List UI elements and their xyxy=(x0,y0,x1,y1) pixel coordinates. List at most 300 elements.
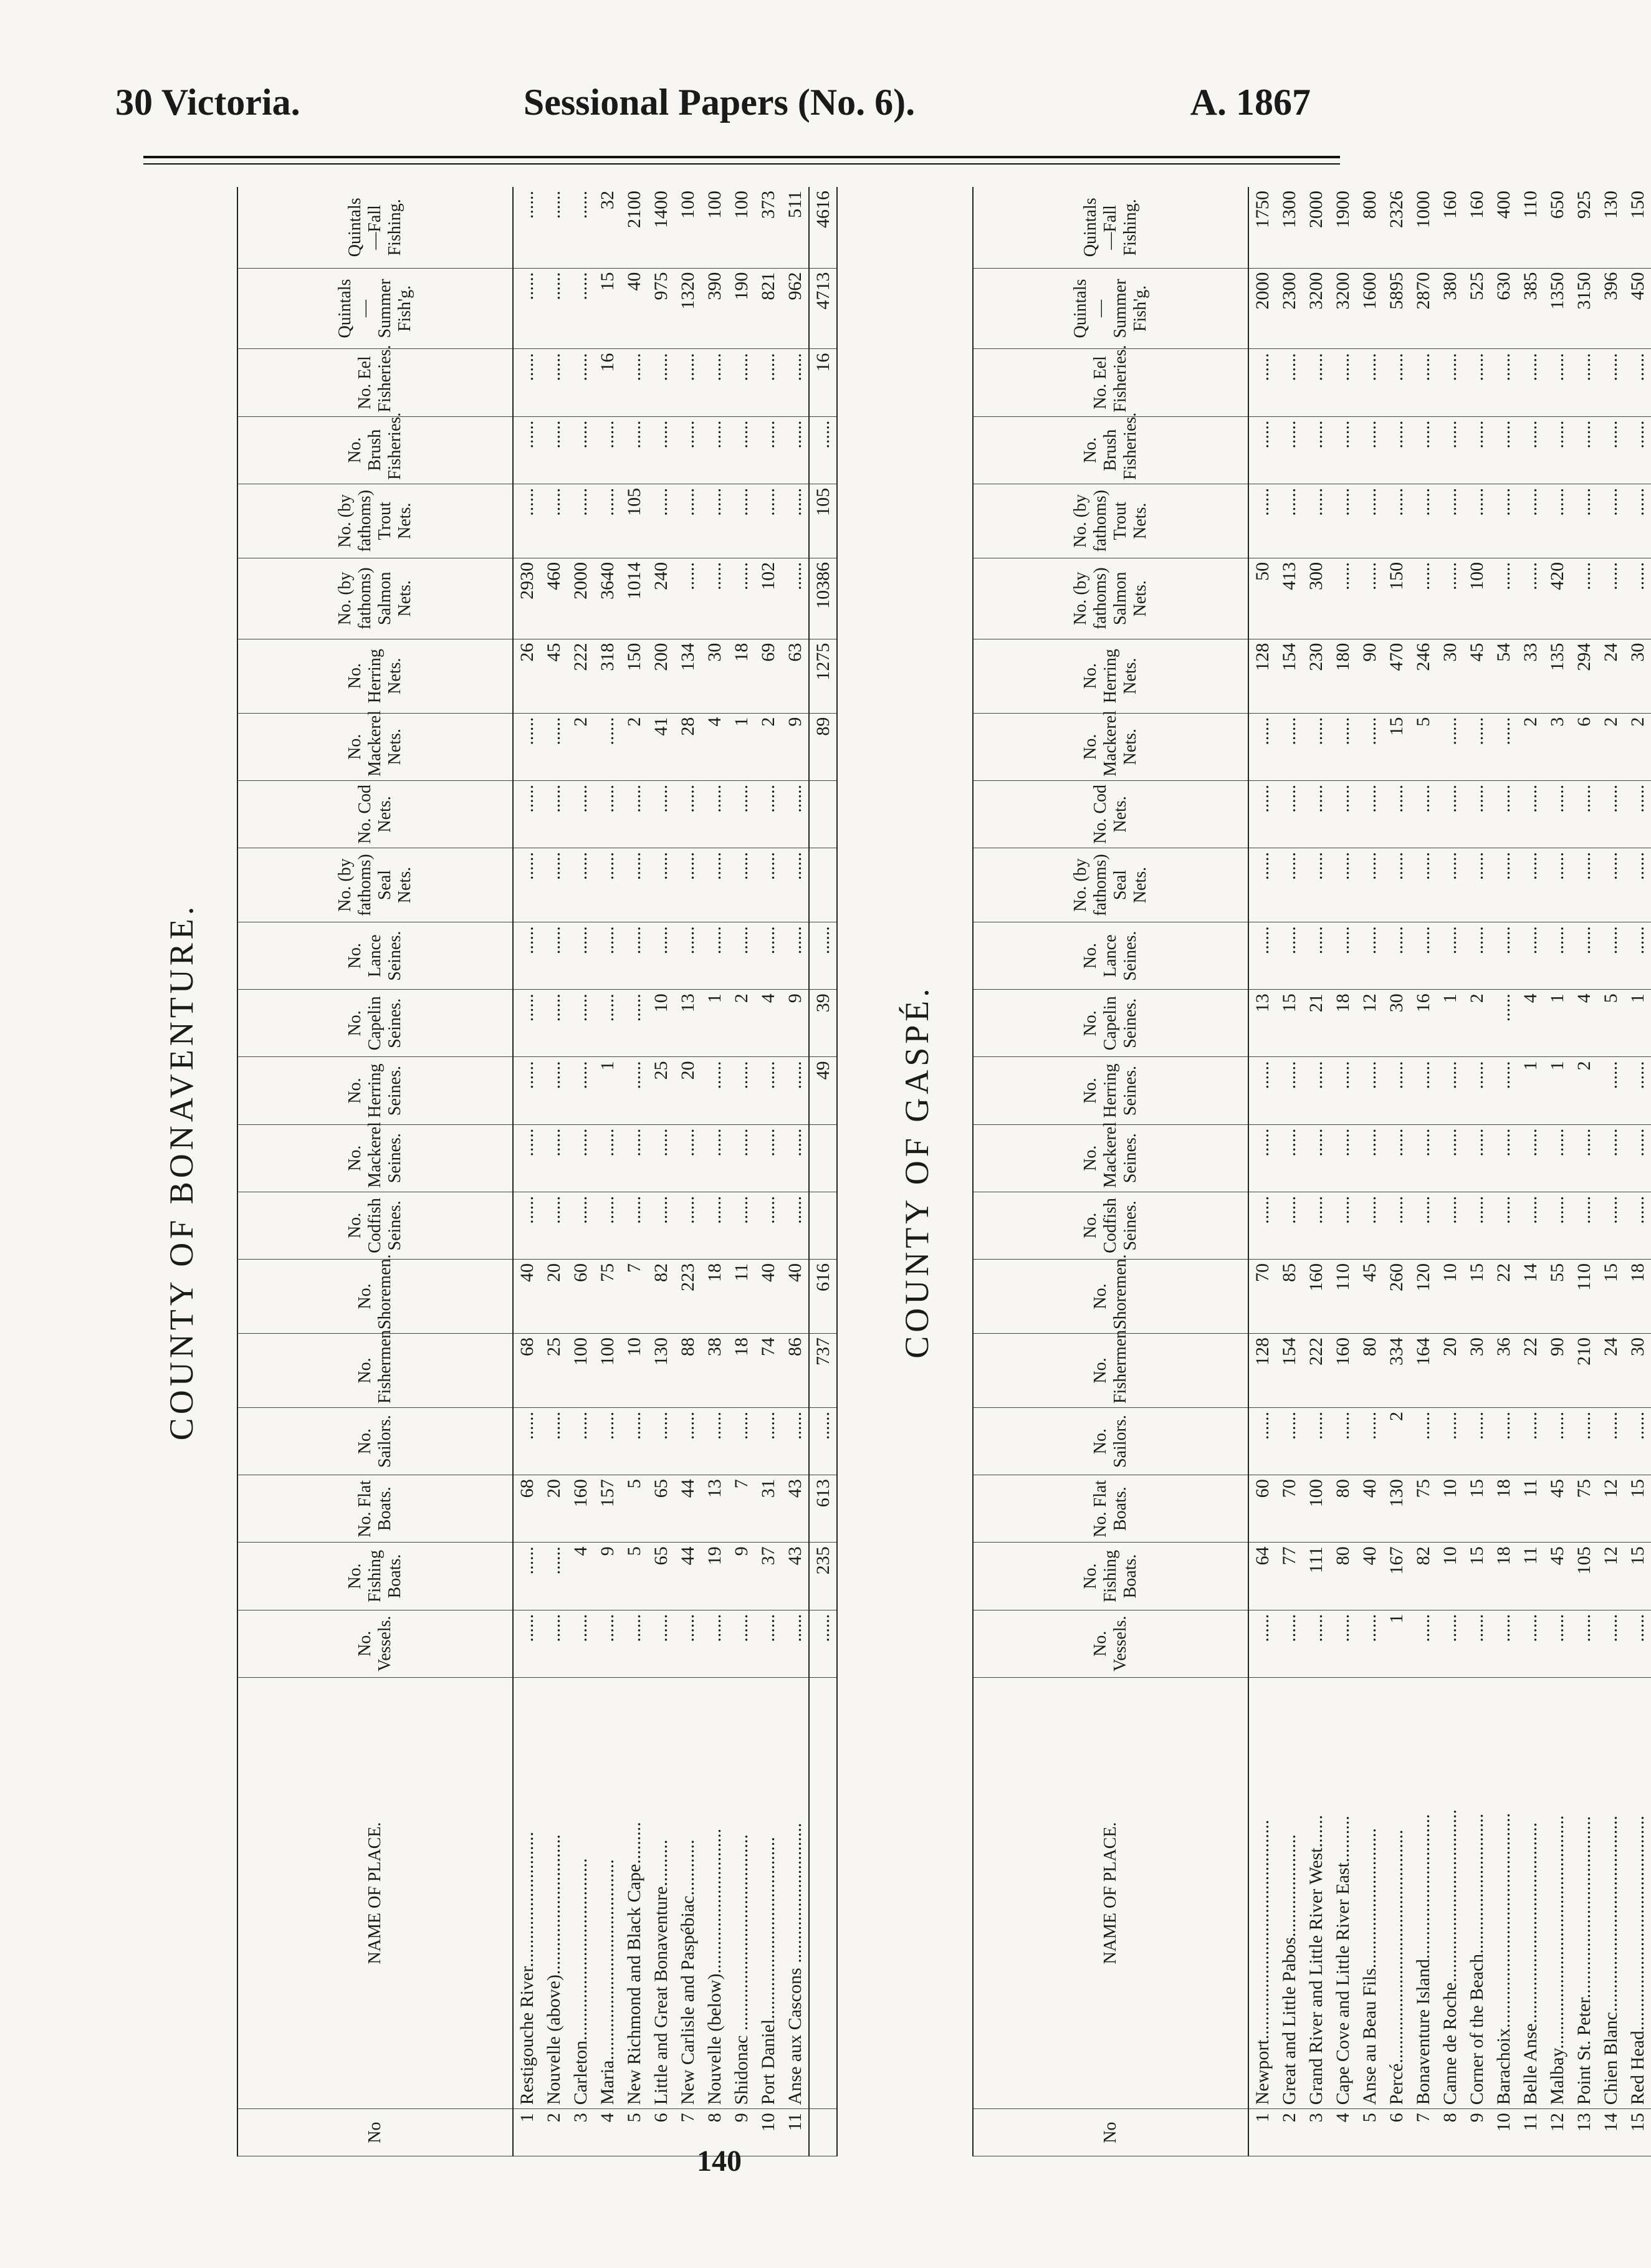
cell-brush_fisheries: ...... xyxy=(648,416,674,484)
cell-trout_nets: ...... xyxy=(567,484,594,558)
cell-fall: 2326 xyxy=(1383,187,1410,268)
cell-sailors: ...... xyxy=(755,1408,782,1475)
cell-eel_fisheries: ...... xyxy=(567,349,594,416)
table-row xyxy=(1571,187,1597,2156)
total-capelin_seines: 39 xyxy=(809,990,837,1057)
cell-mackerel_seines: ...... xyxy=(1410,1124,1437,1192)
cell-no: 9 xyxy=(1463,2109,1490,2156)
cell-cod_nets: ...... xyxy=(1248,780,1276,848)
table-row xyxy=(594,187,621,2156)
cell-mackerel_seines: ...... xyxy=(1517,1124,1544,1192)
cell-codfish_seines: ...... xyxy=(1463,1192,1490,1259)
cell-lance_seines: ...... xyxy=(1490,922,1517,990)
cell-shoremen: 60 xyxy=(567,1260,594,1334)
col-header-eel_fisheries: No. Eel Fisheries. xyxy=(973,349,1248,416)
cell-summer: 390 xyxy=(701,268,728,349)
cell-salmon_nets: 102 xyxy=(755,558,782,639)
cell-herring_nets: 294 xyxy=(1571,639,1597,713)
cell-place: Cape Cove and Little River East.......... xyxy=(1329,1677,1356,2108)
cell-herring_seines: ...... xyxy=(621,1057,648,1124)
cell-codfish_seines: ...... xyxy=(513,1192,540,1259)
cell-vessels: ...... xyxy=(1463,1610,1490,1677)
col-header-flat_boats: No. Flat Boats. xyxy=(973,1475,1248,1543)
cell-trout_nets: ...... xyxy=(648,484,674,558)
cell-brush_fisheries: ...... xyxy=(728,416,755,484)
cell-fishing_boats: 64 xyxy=(1248,1543,1276,1610)
cell-fishing_boats: 77 xyxy=(1276,1543,1303,1610)
cell-shoremen: 22 xyxy=(1490,1260,1517,1334)
cell-sailors: ...... xyxy=(1410,1408,1437,1475)
cell-shoremen: 10 xyxy=(1437,1260,1463,1334)
cell-shoremen: 40 xyxy=(755,1260,782,1334)
cell-sailors: ...... xyxy=(1490,1408,1517,1475)
cell-place: Corner of the Beach.............................. xyxy=(1463,1677,1490,2108)
cell-fishing_boats: 45 xyxy=(1544,1543,1571,1610)
cell-lance_seines: ...... xyxy=(1544,922,1571,990)
cell-herring_nets: 45 xyxy=(1463,639,1490,713)
cell-mackerel_nets: ...... xyxy=(1490,713,1517,780)
cell-place: Great and Little Pabos...................... xyxy=(1276,1677,1303,2108)
cell-capelin_seines: 15 xyxy=(1276,990,1303,1057)
cell-place: Nouvelle (above).............................. xyxy=(540,1677,567,2108)
cell-fishing_boats: 18 xyxy=(1490,1543,1517,1610)
cell-trout_nets: ...... xyxy=(782,484,809,558)
cell-codfish_seines: ...... xyxy=(1624,1192,1651,1259)
cell-capelin_seines: 1 xyxy=(1624,990,1651,1057)
total-fishermen: 737 xyxy=(809,1334,837,1408)
cell-herring_nets: 69 xyxy=(755,639,782,713)
cell-flat_boats: 160 xyxy=(567,1475,594,1543)
cell-herring_nets: 150 xyxy=(621,639,648,713)
cell-vessels: ...... xyxy=(1437,1610,1463,1677)
cell-cod_nets: ...... xyxy=(1276,780,1303,848)
cell-capelin_seines: 30 xyxy=(1383,990,1410,1057)
table-row xyxy=(1276,187,1303,2156)
cell-capelin_seines: 4 xyxy=(1517,990,1544,1057)
cell-fishing_boats: 10 xyxy=(1437,1543,1463,1610)
cell-brush_fisheries: ...... xyxy=(1356,416,1383,484)
total-lance_seines: ...... xyxy=(809,922,837,990)
cell-lance_seines: ...... xyxy=(1517,922,1544,990)
cell-mackerel_nets: ...... xyxy=(1248,713,1276,780)
col-header-lance_seines: No. Lance Seines. xyxy=(973,922,1248,990)
cell-seal_nets: ...... xyxy=(1303,848,1329,922)
cell-eel_fisheries: ...... xyxy=(1248,349,1276,416)
cell-lance_seines: ...... xyxy=(701,922,728,990)
cell-fall: 32 xyxy=(594,187,621,268)
cell-mackerel_nets: ...... xyxy=(540,713,567,780)
cell-codfish_seines: ...... xyxy=(728,1192,755,1259)
cell-seal_nets: ...... xyxy=(1276,848,1303,922)
cell-mackerel_seines: ...... xyxy=(1383,1124,1410,1192)
cell-seal_nets: ...... xyxy=(1517,848,1544,922)
cell-mackerel_seines: ...... xyxy=(782,1124,809,1192)
cell-trout_nets: 105 xyxy=(621,484,648,558)
cell-fishermen: 30 xyxy=(1463,1334,1490,1408)
cell-fishermen: 130 xyxy=(648,1334,674,1408)
cell-lance_seines: ...... xyxy=(1356,922,1383,990)
cell-shoremen: 260 xyxy=(1383,1260,1410,1334)
cell-herring_nets: 54 xyxy=(1490,639,1517,713)
cell-summer: 3200 xyxy=(1329,268,1356,349)
cell-lance_seines: ...... xyxy=(674,922,701,990)
cell-flat_boats: 15 xyxy=(1463,1475,1490,1543)
total-blank-place xyxy=(809,1677,837,2108)
cell-fishing_boats: 15 xyxy=(1463,1543,1490,1610)
col-header-seal_nets: No. (by fathoms) Seal Nets. xyxy=(237,848,513,922)
header-rule-thin xyxy=(143,163,1340,165)
col-header-brush_fisheries: No. Brush Fisheries. xyxy=(973,416,1248,484)
cell-fishermen: 100 xyxy=(567,1334,594,1408)
cell-no: 6 xyxy=(648,2109,674,2156)
cell-lance_seines: ...... xyxy=(1329,922,1356,990)
cell-herring_seines: ...... xyxy=(513,1057,540,1124)
cell-sailors: 2 xyxy=(1383,1408,1410,1475)
cell-seal_nets: ...... xyxy=(782,848,809,922)
cell-fishing_boats: ...... xyxy=(513,1543,540,1610)
cell-fishermen: 30 xyxy=(1624,1334,1651,1408)
cell-codfish_seines: ...... xyxy=(1276,1192,1303,1259)
col-header-vessels: No. Vessels. xyxy=(237,1610,513,1677)
header-right: A. 1867 xyxy=(1190,82,1311,123)
cell-brush_fisheries: ...... xyxy=(1463,416,1490,484)
table-row xyxy=(1624,187,1651,2156)
cell-fall: 100 xyxy=(674,187,701,268)
cell-eel_fisheries: ...... xyxy=(648,349,674,416)
cell-fall: 2000 xyxy=(1303,187,1329,268)
cell-codfish_seines: ...... xyxy=(1517,1192,1544,1259)
cell-flat_boats: 7 xyxy=(728,1475,755,1543)
cell-fall: 1750 xyxy=(1248,187,1276,268)
col-header-fishermen: No. Fishermen. xyxy=(237,1334,513,1408)
cell-mackerel_nets: 4 xyxy=(701,713,728,780)
cell-cod_nets: ...... xyxy=(621,780,648,848)
cell-lance_seines: ...... xyxy=(1463,922,1490,990)
cell-salmon_nets: ...... xyxy=(1517,558,1544,639)
cell-place: Point St. Peter....................................... xyxy=(1571,1677,1597,2108)
cell-herring_seines: ...... xyxy=(1329,1057,1356,1124)
cell-sailors: ...... xyxy=(594,1408,621,1475)
cell-herring_nets: 45 xyxy=(540,639,567,713)
col-header-cod_nets: No. Cod Nets. xyxy=(237,780,513,848)
header-left: 30 Victoria. xyxy=(115,82,300,123)
cell-fishing_boats: 12 xyxy=(1597,1543,1624,1610)
cell-flat_boats: 100 xyxy=(1303,1475,1329,1543)
col-header-herring_seines: No. Herring Seines. xyxy=(237,1057,513,1124)
cell-summer: 1600 xyxy=(1356,268,1383,349)
total-herring_nets: 1275 xyxy=(809,639,837,713)
cell-sailors: ...... xyxy=(701,1408,728,1475)
cell-cod_nets: ...... xyxy=(1303,780,1329,848)
table-row xyxy=(1383,187,1410,2156)
cell-flat_boats: 11 xyxy=(1517,1475,1544,1543)
cell-place: Nouvelle (below)............................... xyxy=(701,1677,728,2108)
cell-herring_seines: ...... xyxy=(1303,1057,1329,1124)
total-herring_seines: 49 xyxy=(809,1057,837,1124)
table-row xyxy=(1463,187,1490,2156)
cell-lance_seines: ...... xyxy=(1597,922,1624,990)
cell-brush_fisheries: ...... xyxy=(1490,416,1517,484)
cell-vessels: 1 xyxy=(1383,1610,1410,1677)
cell-vessels: ...... xyxy=(621,1610,648,1677)
total-mackerel_seines xyxy=(809,1124,837,1192)
cell-brush_fisheries: ...... xyxy=(782,416,809,484)
cell-sailors: ...... xyxy=(1517,1408,1544,1475)
cell-flat_boats: 40 xyxy=(1356,1475,1383,1543)
cell-cod_nets: ...... xyxy=(1490,780,1517,848)
cell-trout_nets: ...... xyxy=(1624,484,1651,558)
cell-summer: 380 xyxy=(1437,268,1463,349)
cell-fishermen: 38 xyxy=(701,1334,728,1408)
cell-flat_boats: 157 xyxy=(594,1475,621,1543)
table-row xyxy=(540,187,567,2156)
cell-seal_nets: ...... xyxy=(1544,848,1571,922)
cell-summer: 821 xyxy=(755,268,782,349)
cell-fishing_boats: 105 xyxy=(1571,1543,1597,1610)
cell-herring_nets: 246 xyxy=(1410,639,1437,713)
cell-salmon_nets: ...... xyxy=(1356,558,1383,639)
cell-salmon_nets: ...... xyxy=(1437,558,1463,639)
cell-cod_nets: ...... xyxy=(1517,780,1544,848)
cell-mackerel_seines: ...... xyxy=(1303,1124,1329,1192)
cell-salmon_nets: 100 xyxy=(1463,558,1490,639)
cell-seal_nets: ...... xyxy=(1383,848,1410,922)
cell-brush_fisheries: ...... xyxy=(594,416,621,484)
cell-flat_boats: 15 xyxy=(1624,1475,1651,1543)
header-center: Sessional Papers (No. 6). xyxy=(523,82,916,123)
cell-capelin_seines: 1 xyxy=(701,990,728,1057)
cell-seal_nets: ...... xyxy=(701,848,728,922)
cell-lance_seines: ...... xyxy=(1383,922,1410,990)
cell-brush_fisheries: ...... xyxy=(513,416,540,484)
cell-salmon_nets: 3640 xyxy=(594,558,621,639)
cell-vessels: ...... xyxy=(540,1610,567,1677)
cell-seal_nets: ...... xyxy=(540,848,567,922)
cell-mackerel_nets: ...... xyxy=(1356,713,1383,780)
cell-trout_nets: ...... xyxy=(1544,484,1571,558)
total-trout_nets: 105 xyxy=(809,484,837,558)
cell-fishermen: 128 xyxy=(1248,1334,1276,1408)
cell-herring_nets: 33 xyxy=(1517,639,1544,713)
cell-fishing_boats: 167 xyxy=(1383,1543,1410,1610)
cell-sailors: ...... xyxy=(513,1408,540,1475)
cell-no: 5 xyxy=(621,2109,648,2156)
cell-sailors: ...... xyxy=(1437,1408,1463,1475)
cell-herring_seines: ...... xyxy=(728,1057,755,1124)
cell-fishing_boats: 37 xyxy=(755,1543,782,1610)
cell-fall: ...... xyxy=(540,187,567,268)
cell-seal_nets: ...... xyxy=(1356,848,1383,922)
cell-mackerel_nets: ...... xyxy=(1329,713,1356,780)
cell-brush_fisheries: ...... xyxy=(540,416,567,484)
cell-sailors: ...... xyxy=(621,1408,648,1475)
cell-herring_nets: 90 xyxy=(1356,639,1383,713)
cell-vessels: ...... xyxy=(782,1610,809,1677)
cell-capelin_seines: ...... xyxy=(621,990,648,1057)
cell-seal_nets: ...... xyxy=(1437,848,1463,922)
cell-summer: 450 xyxy=(1624,268,1651,349)
cell-place: Percé.................................................. xyxy=(1383,1677,1410,2108)
cell-fall: 511 xyxy=(782,187,809,268)
cell-eel_fisheries: ...... xyxy=(728,349,755,416)
cell-trout_nets: ...... xyxy=(1437,484,1463,558)
cell-flat_boats: 68 xyxy=(513,1475,540,1543)
cell-cod_nets: ...... xyxy=(1624,780,1651,848)
table-row xyxy=(674,187,701,2156)
cell-lance_seines: ...... xyxy=(594,922,621,990)
col-header-capelin_seines: No. Capelin Seines. xyxy=(237,990,513,1057)
col-header-summer: Quintals—Summer Fish'g. xyxy=(973,268,1248,349)
cell-codfish_seines: ...... xyxy=(674,1192,701,1259)
cell-no: 15 xyxy=(1624,2109,1651,2156)
cell-salmon_nets: ...... xyxy=(1410,558,1437,639)
cell-fishing_boats: 9 xyxy=(594,1543,621,1610)
cell-summer: 40 xyxy=(621,268,648,349)
cell-shoremen: 11 xyxy=(728,1260,755,1334)
cell-trout_nets: ...... xyxy=(1571,484,1597,558)
cell-fishermen: 74 xyxy=(755,1334,782,1408)
cell-lance_seines: ...... xyxy=(1624,922,1651,990)
cell-fall: 1400 xyxy=(648,187,674,268)
cell-herring_seines: ...... xyxy=(1624,1057,1651,1124)
table-row xyxy=(1410,187,1437,2156)
cell-lance_seines: ...... xyxy=(621,922,648,990)
cell-vessels: ...... xyxy=(1597,1610,1624,1677)
cell-summer: 525 xyxy=(1463,268,1490,349)
cell-seal_nets: ...... xyxy=(1597,848,1624,922)
cell-herring_nets: 470 xyxy=(1383,639,1410,713)
cell-salmon_nets: ...... xyxy=(1571,558,1597,639)
cell-fishermen: 154 xyxy=(1276,1334,1303,1408)
table-row xyxy=(513,187,540,2156)
cell-herring_seines: 25 xyxy=(648,1057,674,1124)
cell-mackerel_nets: 5 xyxy=(1410,713,1437,780)
cell-mackerel_nets: 2 xyxy=(621,713,648,780)
cell-flat_boats: 18 xyxy=(1490,1475,1517,1543)
cell-sailors: ...... xyxy=(1463,1408,1490,1475)
cell-capelin_seines: ...... xyxy=(513,990,540,1057)
cell-fishermen: 100 xyxy=(594,1334,621,1408)
cell-herring_seines: ...... xyxy=(1463,1057,1490,1124)
cell-capelin_seines: 10 xyxy=(648,990,674,1057)
cell-codfish_seines: ...... xyxy=(1544,1192,1571,1259)
cell-lance_seines: ...... xyxy=(1571,922,1597,990)
cell-fishing_boats: 40 xyxy=(1356,1543,1383,1610)
cell-sailors: ...... xyxy=(1356,1408,1383,1475)
cell-vessels: ...... xyxy=(513,1610,540,1677)
cell-trout_nets: ...... xyxy=(540,484,567,558)
cell-cod_nets: ...... xyxy=(755,780,782,848)
table-row xyxy=(701,187,728,2156)
cell-seal_nets: ...... xyxy=(1248,848,1276,922)
cell-flat_boats: 10 xyxy=(1437,1475,1463,1543)
cell-place: Anse aux Cascons .............................. xyxy=(782,1677,809,2108)
cell-flat_boats: 75 xyxy=(1571,1475,1597,1543)
cell-mackerel_nets: 1 xyxy=(728,713,755,780)
cell-sailors: ...... xyxy=(567,1408,594,1475)
cell-herring_nets: 63 xyxy=(782,639,809,713)
cell-summer: 2000 xyxy=(1248,268,1276,349)
cell-sailors: ...... xyxy=(674,1408,701,1475)
cell-capelin_seines: 5 xyxy=(1597,990,1624,1057)
cell-fall: 160 xyxy=(1463,187,1490,268)
total-vessels: ...... xyxy=(809,1610,837,1677)
col-header-herring_seines: No. Herring Seines. xyxy=(973,1057,1248,1124)
cell-herring_seines: ...... xyxy=(1383,1057,1410,1124)
cell-codfish_seines: ...... xyxy=(540,1192,567,1259)
gaspe-table xyxy=(972,187,1651,2156)
cell-no: 3 xyxy=(1303,2109,1329,2156)
cell-shoremen: 85 xyxy=(1276,1260,1303,1334)
cell-herring_nets: 222 xyxy=(567,639,594,713)
cell-trout_nets: ...... xyxy=(1276,484,1303,558)
cell-shoremen: 15 xyxy=(1463,1260,1490,1334)
col-header-herring_nets: No. Herring Nets. xyxy=(237,639,513,713)
cell-brush_fisheries: ...... xyxy=(1276,416,1303,484)
cell-mackerel_nets: 3 xyxy=(1544,713,1571,780)
cell-mackerel_nets: ...... xyxy=(1463,713,1490,780)
cell-summer: 190 xyxy=(728,268,755,349)
cell-seal_nets: ...... xyxy=(594,848,621,922)
cell-summer: ...... xyxy=(540,268,567,349)
table-row xyxy=(1303,187,1329,2156)
cell-capelin_seines: 2 xyxy=(1463,990,1490,1057)
cell-capelin_seines: 4 xyxy=(1571,990,1597,1057)
cell-summer: 2300 xyxy=(1276,268,1303,349)
cell-herring_nets: 24 xyxy=(1597,639,1624,713)
cell-place: Port Daniel....................................... xyxy=(755,1677,782,2108)
cell-eel_fisheries: ...... xyxy=(621,349,648,416)
cell-no: 4 xyxy=(594,2109,621,2156)
cell-no: 7 xyxy=(1410,2109,1437,2156)
cell-salmon_nets: 240 xyxy=(648,558,674,639)
cell-codfish_seines: ...... xyxy=(1437,1192,1463,1259)
cell-lance_seines: ...... xyxy=(1303,922,1329,990)
cell-vessels: ...... xyxy=(648,1610,674,1677)
cell-mackerel_nets: 2 xyxy=(1597,713,1624,780)
cell-herring_nets: 200 xyxy=(648,639,674,713)
cell-shoremen: 15 xyxy=(1597,1260,1624,1334)
cell-salmon_nets: 413 xyxy=(1276,558,1303,639)
cell-fishermen: 20 xyxy=(1437,1334,1463,1408)
cell-brush_fisheries: ...... xyxy=(1571,416,1597,484)
cell-capelin_seines: 21 xyxy=(1303,990,1329,1057)
cell-mackerel_seines: ...... xyxy=(1544,1124,1571,1192)
cell-mackerel_seines: ...... xyxy=(674,1124,701,1192)
cell-brush_fisheries: ...... xyxy=(1303,416,1329,484)
cell-mackerel_nets: ...... xyxy=(1303,713,1329,780)
col-header-mackerel_seines: No. Mackerel Seines. xyxy=(237,1124,513,1192)
cell-mackerel_seines: ...... xyxy=(1490,1124,1517,1192)
cell-fall: 110 xyxy=(1517,187,1544,268)
cell-mackerel_nets: ...... xyxy=(513,713,540,780)
cell-seal_nets: ...... xyxy=(1490,848,1517,922)
cell-vessels: ...... xyxy=(1544,1610,1571,1677)
col-header-sailors: No. Sailors. xyxy=(237,1408,513,1475)
cell-lance_seines: ...... xyxy=(782,922,809,990)
cell-capelin_seines: 12 xyxy=(1356,990,1383,1057)
cell-fishermen: 18 xyxy=(728,1334,755,1408)
cell-shoremen: 110 xyxy=(1571,1260,1597,1334)
cell-fall: 150 xyxy=(1624,187,1651,268)
cell-herring_seines: ...... xyxy=(567,1057,594,1124)
cell-fishing_boats: 43 xyxy=(782,1543,809,1610)
cell-trout_nets: ...... xyxy=(1490,484,1517,558)
header-row xyxy=(973,187,1248,2156)
cell-summer: 2870 xyxy=(1410,268,1437,349)
cell-fishermen: 90 xyxy=(1544,1334,1571,1408)
cell-summer: 396 xyxy=(1597,268,1624,349)
